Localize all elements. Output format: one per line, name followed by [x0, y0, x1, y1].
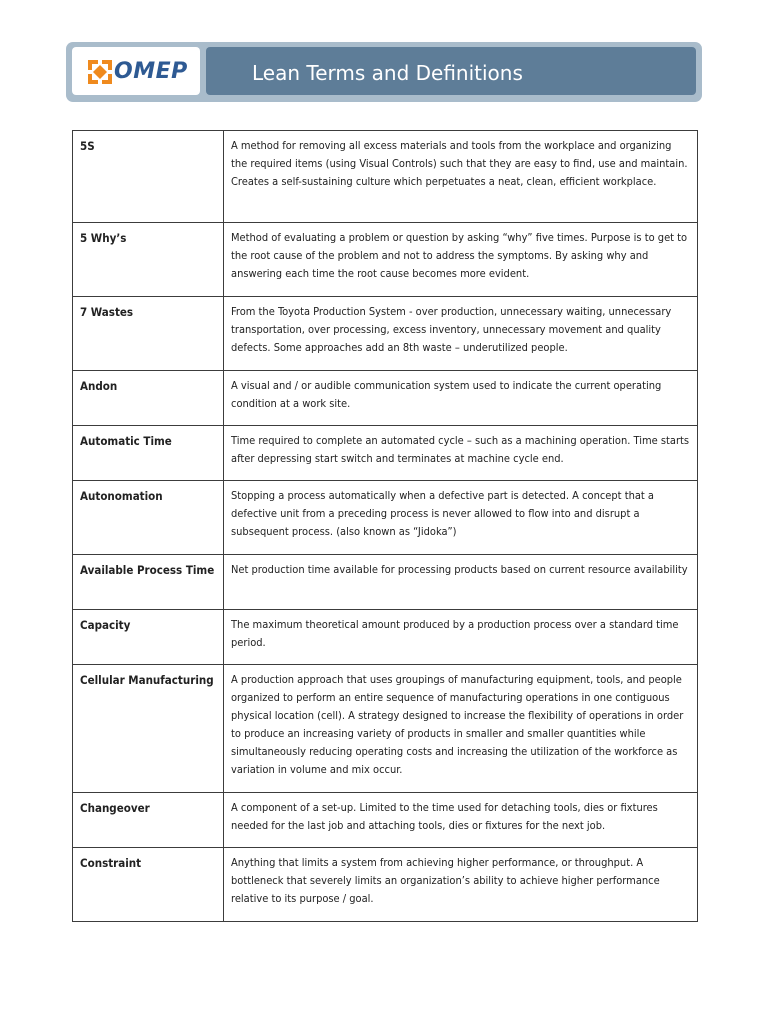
- table-row: [73, 481, 698, 555]
- term-cell: 5 Why’s: [73, 223, 224, 297]
- definition-cell: A method for removing all excess materials and tools from the workplace and organizing the required items (using Visual Controls) such that they are easy to find, use and maintain. Creates a self-sustaining culture which perpetuates a neat, clean, efficient workplace.: [224, 131, 698, 223]
- definition-cell: Stopping a process automatically when a defective part is detected. A concept that a defective unit from a preceding process is never allowed to flow into and disrupt a subsequent process. (also known as “Jidoka”): [224, 481, 698, 555]
- table-row: [73, 555, 698, 610]
- table-row: [73, 426, 698, 481]
- table-row: [73, 131, 698, 223]
- term-cell: Changeover: [73, 793, 224, 848]
- definition-cell: A production approach that uses groupings of manufacturing equipment, tools, and people organized to perform an entire sequence of manufacturing operations in one contiguous physical location (cell). A strategy designed to increase the flexibility of operations in order to produce an increasing variety of products in smaller and smaller quantities while simultaneously reducing operating costs and increasing the utilization of the workforce as variation in volume and mix occur.: [224, 665, 698, 793]
- term-cell: Automatic Time: [73, 426, 224, 481]
- definition-cell: A visual and / or audible communication system used to indicate the current operating condition at a work site.: [224, 371, 698, 426]
- table-row: [73, 371, 698, 426]
- term-cell: Andon: [73, 371, 224, 426]
- page-title: Lean Terms and Definitions: [252, 61, 523, 85]
- definition-cell: From the Toyota Production System - over production, unnecessary waiting, unnecessary transportation, over processing, excess inventory, unnecessary movement and quality defects. Some approaches add an 8th waste – underutilized people.: [224, 297, 698, 371]
- table-row: [73, 223, 698, 297]
- definition-cell: Method of evaluating a problem or question by asking “why” five times. Purpose is to get to the root cause of the problem and not to address the symptoms. By asking why and answering each time the root cause becomes more evident.: [224, 223, 698, 297]
- omep-logo-icon: [88, 60, 112, 84]
- glossary-table: [72, 130, 698, 922]
- term-cell: Constraint: [73, 848, 224, 922]
- definition-cell: A component of a set-up. Limited to the time used for detaching tools, dies or fixtures needed for the last job and attaching tools, dies or fixtures for the next job.: [224, 793, 698, 848]
- table-row: [73, 665, 698, 793]
- definition-cell: Time required to complete an automated cycle – such as a machining operation. Time starts after depressing start switch and terminates at machine cycle end.: [224, 426, 698, 481]
- definition-cell: Anything that limits a system from achieving higher performance, or throughput. A bottleneck that severely limits an organization’s ability to achieve higher performance relative to its purpose / goal.: [224, 848, 698, 922]
- table-row: [73, 848, 698, 922]
- logo-text: OMEP: [114, 59, 188, 84]
- term-cell: 5S: [73, 131, 224, 223]
- definition-cell: The maximum theoretical amount produced by a production process over a standard time period.: [224, 610, 698, 665]
- table-row: [73, 610, 698, 665]
- term-cell: 7 Wastes: [73, 297, 224, 371]
- definition-cell: Net production time available for processing products based on current resource availability: [224, 555, 698, 610]
- term-cell: Cellular Manufacturing: [73, 665, 224, 793]
- term-cell: Autonomation: [73, 481, 224, 555]
- table-row: [73, 297, 698, 371]
- term-cell: Available Process Time: [73, 555, 224, 610]
- term-cell: Capacity: [73, 610, 224, 665]
- table-row: [73, 793, 698, 848]
